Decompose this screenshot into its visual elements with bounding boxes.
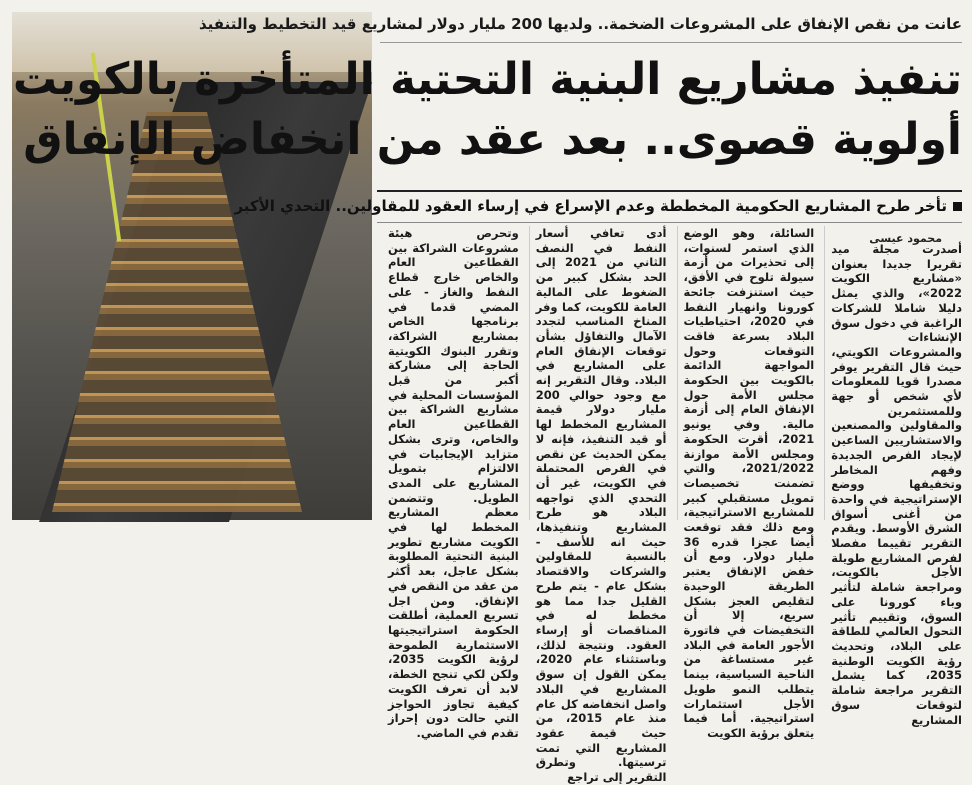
headline-line-2: أولوية قصوى.. بعد عقد من انخفاض الإنفاق (23, 114, 962, 165)
subheadline (234, 190, 962, 223)
column-text: السائلة، وهو الوضع الذي استمر لسنوات، إلى تحذيرات من أزمة سيولة تلوح في الأفق، حيث استنزفت جائحة كورونا وانهيار النفط في 2020، احتياطيات البلاد بسرعة فاقت التوقعات وحول المواجهة الدائمة بالكويت بين الحكومة مجلس الأمة حول الإنفاق العام إلى أزمة مالية. وفي يونيو 2021، أقرت الحكومة ومجلس الأمة موازنة 2021/2022، والتي تضمنت تخصيصات تمويل مستقبلي كبير للمشاريع الاستراتيجية، ومع ذلك فقد توقعت أيضا عجزا قدره 36 مليار دولار. ومع أن خفض الإنفاق يعتبر الطريقة الوحيدة لتقليص العجز بشكل سريع، إلا أن التخفيضات في فاتورة الأجور العامة في البلاد غير مستساغة من الناحية السياسية، بينما يتطلب النمو طويل الأجل استثمارات استراتيجية. أما فيما يتعلق برؤية الكويت (683, 226, 815, 740)
column-text: أصدرت مجلة ميد تقريرا جديدا بعنوان «مشاريع الكويت 2022»، والذي يمثل دليلا شاملا للشركات الراغبة في دخول سوق الإنشاءات والمشروعات الكويتي، حيث قال التقرير يوفر مصدرا قويا للمعلومات لأي شخص أو جهة وللمستثمرين والمقاولين والمصنعين والاستشاريين الساعين لإيجاد الفرص الجديدة وفهم المخاطر وتخفيفها ووضع الإستراتيجية في واحدة من أغنى أسواق الشرق الأوسط. ويقدم التقرير تقييما مفصلا لفرص المشاريع طويلة الأجل بالكويت، ومراجعة شاملة لتأثير وباء كورونا على السوق، وتقييم تأثير التحول العالمي للطاقة على البلاد، وتحديث رؤية الكويت الوطنية 2035، كما يشمل التقرير مراجعة شاملة لتوقعات سوق المشاريع (831, 242, 962, 727)
column-text: أدى تعافي أسعار النفط في النصف الثاني من 2021 إلى الحد بشكل كبير من الضغوط على المالية العامة للكويت، كما وفر المناخ المناسب لتجدد الآمال والتفاؤل بشأن توقعات الإنفاق العام على المشاريع في البلاد. وقال التقرير إنه مع وجود حوالي 200 مليار دولار قيمة المشاريع المخطط لها أو قيد التنفيذ، فإنه لا يمكن الحديث عن نقص في الفرص المحتملة في الكويت، غير أن التحدي الذي تواجهه البلاد هو طرح المشاريع وتنفيذها، حيث انه للأسف - بالنسبة للمقاولين والشركات والاقتصاد بشكل عام - يتم طرح القليل جدا مما هو مخطط له في المناقصات أو إرساء العقود. ونتيجة لذلك، وباستثناء عام 2020، يمكن القول إن سوق المشاريع في البلاد واصل انخفاضه كل عام منذ عام 2015، من حيث قيمة عقود المشاريع التي تمت ترسيتها. وتطرق التقرير إلى تراجع (535, 226, 667, 785)
column-text: وتحرص هيئة مشروعات الشراكة بين القطاعين العام والخاص خارج قطاع النفط والغاز - على المضي قدما في برنامجها الخاص بمشاريع الشراكة، وتقرر البنوك الكويتية الحاجة إلى مشاركة أكبر من قبل المؤسسات المحلية في مشاريع الشراكة بين القطاعين العام والخاص، وترى بشكل متزايد الإيجابيات في الالتزام بتمويل المشاريع على المدى الطويل. وتتضمن معظم المشاريع المخطط لها في الكويت مشاريع تطوير البنية التحتية المطلوبة بشكل عاجل، بعد أكثر من عقد من النقص في الإنفاق. ومن اجل تسريع العملية، أطلقت الحكومة استراتيجيتها الاستثمارية الطموحة لرؤية الكويت 2035، ولكن لكي تنجح الخطة، لابد أن تعرف الكويت كيفية تجاوز الحواجز التي حالت دون إحراز تقدم في الماضي. (388, 226, 519, 740)
square-bullet-icon (953, 202, 962, 211)
byline: محمود عيسى (869, 232, 942, 245)
article-column-2 (677, 226, 815, 740)
article-body (382, 226, 962, 785)
article-column-3 (529, 226, 667, 785)
kicker-line: عانت من نقص الإنفاق على المشروعات الضخمة.. ولديها 200 مليار دولار لمشاريع قيد التخطيط والتنفيذ (199, 15, 962, 33)
article-column-4 (382, 226, 519, 740)
headline-line-1: تنفيذ مشاريع البنية التحتية المتأخرة بالكويت (12, 54, 962, 105)
article-column-1 (824, 226, 962, 727)
divider (380, 42, 962, 43)
headline (12, 50, 962, 170)
subheadline-text: تأخر طرح المشاريع الحكومية المخططة وعدم الإسراع في إرساء العقود للمقاولين.. التحدي الأكبر (234, 197, 947, 215)
